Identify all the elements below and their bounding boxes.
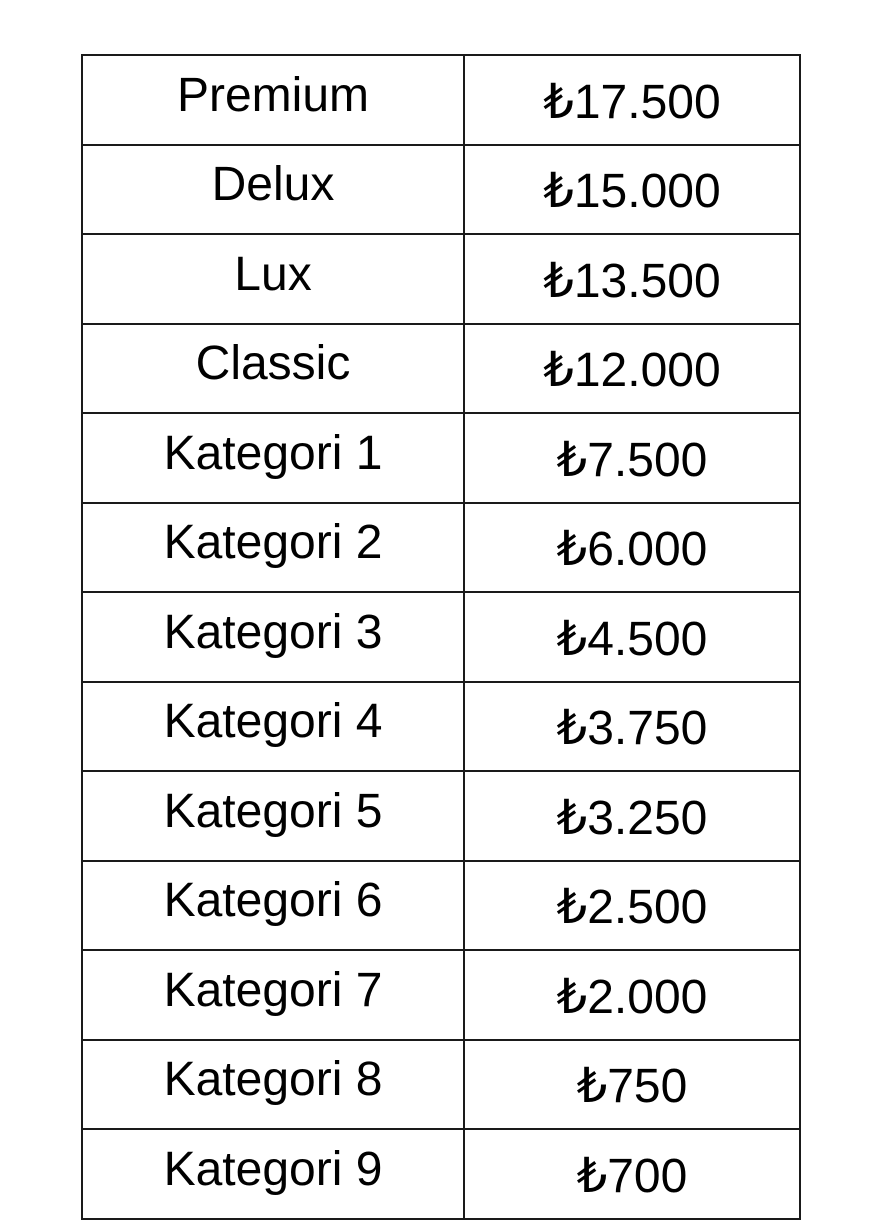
price-cell: ₺6.000: [464, 503, 800, 593]
price-cell: ₺4.500: [464, 592, 800, 682]
category-cell: Kategori 9: [82, 1129, 464, 1219]
category-cell: Kategori 3: [82, 592, 464, 682]
price-table-body: [82, 55, 800, 1219]
category-cell: Kategori 7: [82, 950, 464, 1040]
category-cell: Kategori 5: [82, 771, 464, 861]
table-row: [82, 950, 800, 1040]
price-cell: ₺700: [464, 1129, 800, 1219]
price-cell: ₺12.000: [464, 324, 800, 414]
table-row: [82, 861, 800, 951]
table-row: [82, 771, 800, 861]
category-cell: Kategori 6: [82, 861, 464, 951]
category-cell: Premium: [82, 55, 464, 145]
price-cell: ₺750: [464, 1040, 800, 1130]
price-table: [81, 54, 801, 1220]
table-row: [82, 503, 800, 593]
table-row: [82, 1040, 800, 1130]
table-row: [82, 1129, 800, 1219]
price-cell: ₺2.000: [464, 950, 800, 1040]
category-cell: Kategori 8: [82, 1040, 464, 1130]
table-row: [82, 324, 800, 414]
price-cell: ₺17.500: [464, 55, 800, 145]
price-cell: ₺15.000: [464, 145, 800, 235]
table-row: [82, 55, 800, 145]
table-row: [82, 592, 800, 682]
table-row: [82, 413, 800, 503]
price-cell: ₺7.500: [464, 413, 800, 503]
price-cell: ₺3.750: [464, 682, 800, 772]
price-cell: ₺13.500: [464, 234, 800, 324]
table-row: [82, 145, 800, 235]
category-cell: Lux: [82, 234, 464, 324]
category-cell: Kategori 1: [82, 413, 464, 503]
table-row: [82, 682, 800, 772]
price-cell: ₺2.500: [464, 861, 800, 951]
price-cell: ₺3.250: [464, 771, 800, 861]
table-row: [82, 234, 800, 324]
category-cell: Classic: [82, 324, 464, 414]
category-cell: Delux: [82, 145, 464, 235]
category-cell: Kategori 4: [82, 682, 464, 772]
category-cell: Kategori 2: [82, 503, 464, 593]
